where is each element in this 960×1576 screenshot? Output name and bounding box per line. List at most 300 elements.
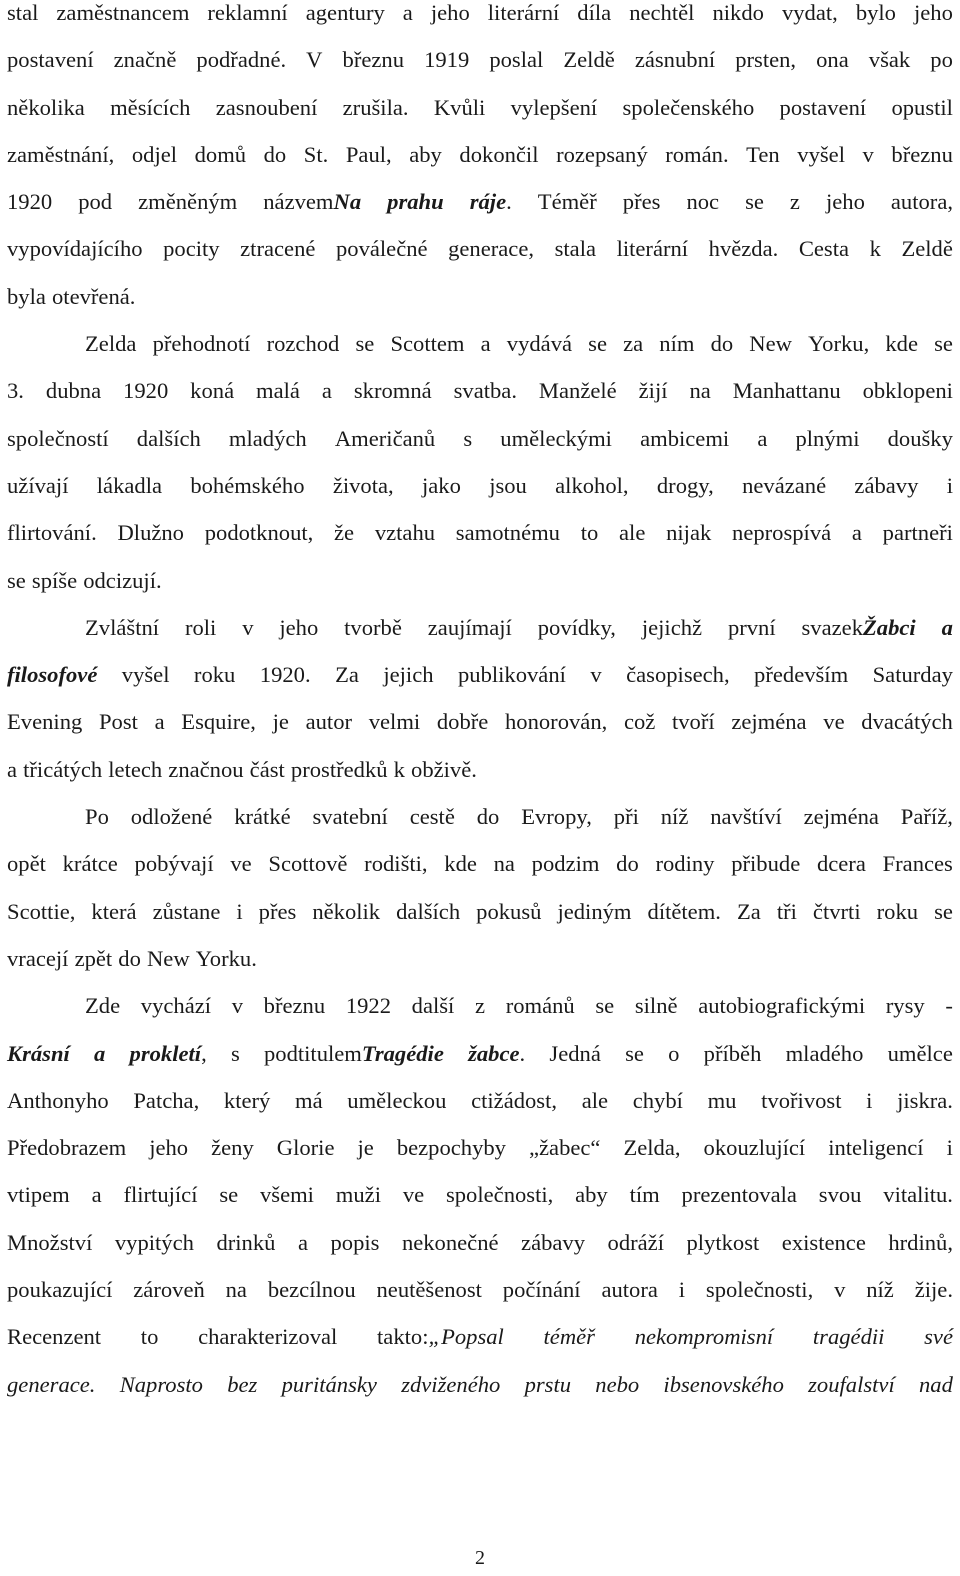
word: koná [190,378,235,404]
word: prahu [387,189,444,215]
word: života, [332,472,394,498]
word: nad [918,1371,953,1397]
word: vracejí [7,945,69,971]
word: velmi [368,709,421,735]
word: autor [305,709,353,735]
word: pod [78,189,113,215]
word: filosofové [7,662,98,688]
word: ve [230,851,252,877]
word: alkohol, [555,472,629,498]
word: užívají [7,472,69,498]
text-line [7,520,953,567]
word: březnu [263,993,326,1019]
word: podotknout, [204,520,314,546]
word: se [588,331,607,357]
text-line [7,1230,953,1277]
word: ambicemi [640,425,730,451]
text-line [7,236,953,283]
text-line [7,142,953,189]
word: autobiografickými [698,993,866,1019]
word: Zelda [85,331,137,357]
word: Zeldě [563,47,615,73]
word: třicátých [23,756,103,782]
word: reklamní [207,0,288,25]
page-number: 2 [475,1547,485,1569]
word: obklopeni [862,378,953,404]
word: aby [409,141,442,167]
word: inteligencí [828,1135,924,1161]
word: literární [487,0,560,25]
word: a [941,614,953,640]
word: jeho [914,0,953,25]
word: se [745,189,764,215]
word: noc [686,189,720,215]
word: ctižádost, [471,1087,558,1113]
word: spíše [31,567,78,593]
text-line [7,284,953,331]
word: tvoří [671,709,715,735]
word: do [476,804,500,830]
word: Post [98,709,138,735]
word: takto:„Popsal [377,1324,504,1350]
text-line [7,95,953,142]
word: roli [184,614,217,640]
word: drogy, [656,472,714,498]
word: Scottie, [7,898,76,924]
word: krátké [234,804,291,830]
word: značně [113,47,177,73]
word: při [613,804,639,830]
word: samotnému [455,520,560,546]
word: žabce. [468,1040,526,1066]
word: skromná [353,378,432,404]
text-line [7,662,953,709]
word: ve [823,709,845,735]
word: plytkost [686,1229,760,1255]
word: postavení [779,94,867,120]
word: honorován, [504,709,608,735]
word: dokončil [459,141,539,167]
word: názvemNa [263,189,362,215]
word: jeho [279,614,319,640]
word: muži [335,1182,381,1208]
word: první [727,614,776,640]
word: časopisech, [626,662,730,688]
text-line [7,993,953,1040]
word: do [263,141,287,167]
word: vyšel [121,662,170,688]
word: byla [7,283,46,309]
text-line [7,189,953,236]
word: obživě. [411,756,477,782]
word: publikování [457,662,566,688]
word: na [689,378,711,404]
word: jeho [430,0,470,25]
word: společnosti, [705,1277,814,1303]
word: Manhattanu [732,378,841,404]
word: zdviženého [401,1371,501,1397]
word: prsten, [735,47,797,73]
word: Zelda, [623,1135,681,1161]
word: zábavy [521,1229,586,1255]
word: Evening [7,709,83,735]
word: Esquire, [181,709,256,735]
word: stala [554,236,596,262]
word: i [678,1277,686,1303]
word: bezcílnou [267,1277,356,1303]
word: krátce [62,851,118,877]
word: dvacátých [861,709,953,735]
word: v [590,662,602,688]
word: dalších [136,425,201,451]
word: nekonečné [401,1229,499,1255]
word: se [934,331,953,357]
word: New [749,331,792,357]
word: popis [330,1229,380,1255]
text-line [7,568,953,615]
text-line [7,899,953,946]
word: z [789,189,800,215]
word: navštíví [710,804,782,830]
word: Scottově [268,851,348,877]
word: přes [258,898,297,924]
word: svou [818,1182,862,1208]
word: prstu [524,1371,572,1397]
word: odráží [607,1229,664,1255]
word: a [94,1040,106,1066]
word: vylepšení [510,94,598,120]
word: pocity [163,236,220,262]
word: svatební [312,804,388,830]
word: rozchod [266,331,340,357]
word: o [668,1040,680,1066]
word: malá [256,378,300,404]
word: románů [505,993,575,1019]
word: ibsenovského [663,1371,784,1397]
word: zásnubní [634,47,716,73]
word: a [851,520,862,546]
word: vztahu [374,520,436,546]
word: se [7,567,26,593]
word: cestě [409,804,455,830]
word: St. [303,141,329,167]
word: Za [736,898,761,924]
word: Cesta [798,236,850,262]
word: dobře [436,709,489,735]
word: zaujímají [427,614,512,640]
word: rodiny [655,851,715,877]
word: níž [660,804,689,830]
word: rozepsaný [556,141,648,167]
word: jeho [149,1135,189,1161]
word: hrdinů, [888,1229,953,1255]
word: přehodnotí [152,331,251,357]
word: Frances [882,851,953,877]
word: bohémského [190,472,305,498]
word: Množství [7,1229,93,1255]
word: mladého [785,1040,864,1066]
text-line [7,709,953,756]
word: nechtěl [629,0,695,25]
word: uměleckými [500,425,612,451]
word: jako [421,472,461,498]
word: je [272,709,289,735]
text-line [7,1324,953,1371]
word: lákadla [96,472,163,498]
word: žijí [638,378,668,404]
word: ona [816,47,849,73]
text-line [7,851,953,898]
word: bylo [855,0,896,25]
word: Zvláštní [85,614,160,640]
word: autora, [890,189,953,215]
word: roku [193,662,236,688]
word: Paul, [345,141,392,167]
word: několik [312,898,381,924]
word: tvorbě [344,614,402,640]
text-line [7,615,953,662]
word: dítětem. [647,898,721,924]
word: další [411,993,455,1019]
word: svazekŽabci [801,614,916,640]
word: 1920 [123,378,169,404]
word: do [616,851,639,877]
word: ním [659,331,695,357]
word: prostředků [290,756,388,782]
word: zasnoubení [215,94,318,120]
word: partneři [882,520,953,546]
word: aby [575,1182,608,1208]
word: Ten [746,141,780,167]
word: a [7,756,18,782]
word: Anthonyho [7,1087,109,1113]
word: ženy [211,1135,254,1161]
word: za [623,331,644,357]
word: domů [194,141,247,167]
word: a [757,425,768,451]
word: společenského [622,94,755,120]
word: a [91,1182,102,1208]
word: se [595,993,615,1019]
word: to [580,520,599,546]
word: umělce [887,1040,953,1066]
word: a [154,709,165,735]
word: značnou [168,756,244,782]
word: Glorie [276,1135,335,1161]
text-line [7,0,953,47]
word: Naprosto [119,1371,203,1397]
word: Po [85,804,109,830]
word: drinků [216,1229,276,1255]
word: přes [622,189,661,215]
word: díla [577,0,612,25]
word: Za [335,662,359,688]
word: vypovídajícího [7,236,143,262]
word: Yorku, [808,331,870,357]
word: v [242,614,254,640]
word: odložené [130,804,213,830]
word: v [834,1277,846,1303]
word: dubna [45,378,102,404]
word: ztracené [240,236,316,262]
word: rysy [885,993,925,1019]
word: k [869,236,881,262]
word: měsících [110,94,191,120]
word: Zde [85,993,121,1019]
text-line [7,946,953,993]
word: jejichž [641,614,703,640]
word: v [862,141,874,167]
word: březnu [891,141,953,167]
word: charakterizoval [198,1324,338,1350]
word: jediným [557,898,632,924]
word: Dlužno [117,520,184,546]
text-line [7,331,953,378]
word: i [946,472,953,498]
word: nikdo [712,0,764,25]
word: Kvůli [433,94,486,120]
word: téměř [543,1324,595,1350]
word: především [754,662,849,688]
word: s [463,425,473,451]
word: Recenzent [7,1324,102,1350]
word: odcizují. [83,567,162,593]
word: odjel [131,141,178,167]
word: stal [7,0,39,25]
text-line [7,1135,953,1182]
word: jejich [383,662,434,688]
word: tři [776,898,797,924]
word: se [355,331,375,357]
word: tvořivost [761,1087,842,1113]
word: mu [707,1087,737,1113]
word: „žabec“ [528,1135,601,1161]
word: z [475,993,486,1019]
word: ráje. [469,189,512,215]
word: a [297,1229,308,1255]
word: Předobrazem [7,1135,127,1161]
word: dalších [396,898,461,924]
word: několika [7,94,85,120]
word: generace. [7,1371,96,1397]
word: - [945,993,953,1019]
word: společnosti, [445,1182,554,1208]
word: jiskra. [897,1087,953,1113]
word: hvězda. [708,236,779,262]
word: vydat, [781,0,838,25]
word: nekompromisní [634,1324,774,1350]
word: Manželé [538,378,617,404]
word: 1919 [424,47,470,73]
text-line [7,804,953,851]
word: prezentovala [681,1182,797,1208]
word: do [118,945,141,971]
word: ale [619,520,646,546]
word: ale [581,1087,609,1113]
word: opět [7,851,46,877]
word: silně [634,993,678,1019]
word: jeho [825,189,865,215]
word: bez [227,1371,258,1397]
word: neutěšenost [376,1277,482,1303]
word: zaměstnání, [7,141,115,167]
word: změněným [138,189,238,215]
word: V [306,47,323,73]
word: do [710,331,734,357]
word: svatba. [453,378,517,404]
word: povídky, [537,614,616,640]
word: vychází [140,993,212,1019]
word: postavení [7,47,94,73]
word: román. [665,141,729,167]
word: na [493,851,515,877]
word: Scottem [390,331,465,357]
word: podtitulemTragédie [263,1040,444,1066]
word: březnu [342,47,405,73]
word: to [140,1324,159,1350]
word: vtipem [7,1182,70,1208]
word: Zeldě [901,236,953,262]
word: okouzlující [703,1135,806,1161]
text-line [7,757,953,804]
word: příběh [703,1040,762,1066]
word: i [866,1087,873,1113]
word: rodišti, [364,851,428,877]
word: v [231,993,244,1019]
word: Téměř [537,189,597,215]
word: vypitých [114,1229,194,1255]
word: letech [108,756,163,782]
word: vitalitu. [883,1182,953,1208]
word: prokletí, [129,1040,207,1066]
word: zrušila. [342,94,409,120]
word: pobývají [134,851,214,877]
word: zejména [731,709,807,735]
word: opustil [891,94,953,120]
word: uměleckou [347,1087,447,1113]
word: zůstane [152,898,221,924]
word: flirtující [123,1182,198,1208]
word: ve [402,1182,425,1208]
text-line [7,1372,953,1419]
word: podzim [531,851,600,877]
text-line [7,426,953,473]
word: však [868,47,911,73]
text-line [7,1041,953,1088]
word: a [480,331,491,357]
word: zoufalství [808,1371,895,1397]
word: po [930,47,953,73]
word: 1922 [345,993,391,1019]
text-line [7,473,953,520]
word: poslal [489,47,544,73]
word: flirtování. [7,520,97,546]
word: Saturday [872,662,953,688]
word: že [334,520,355,546]
word: agentury [305,0,385,25]
word: zpět [74,945,113,971]
word: část [249,756,285,782]
word: mladých [228,425,307,451]
word: zaměstnancem [56,0,190,25]
word: nevázané [742,472,827,498]
word: poválečné [335,236,428,262]
word: roku [876,898,919,924]
word: plnými [795,425,860,451]
word: Krásní [7,1040,70,1066]
word: a [321,378,332,404]
word: společností [7,425,109,451]
